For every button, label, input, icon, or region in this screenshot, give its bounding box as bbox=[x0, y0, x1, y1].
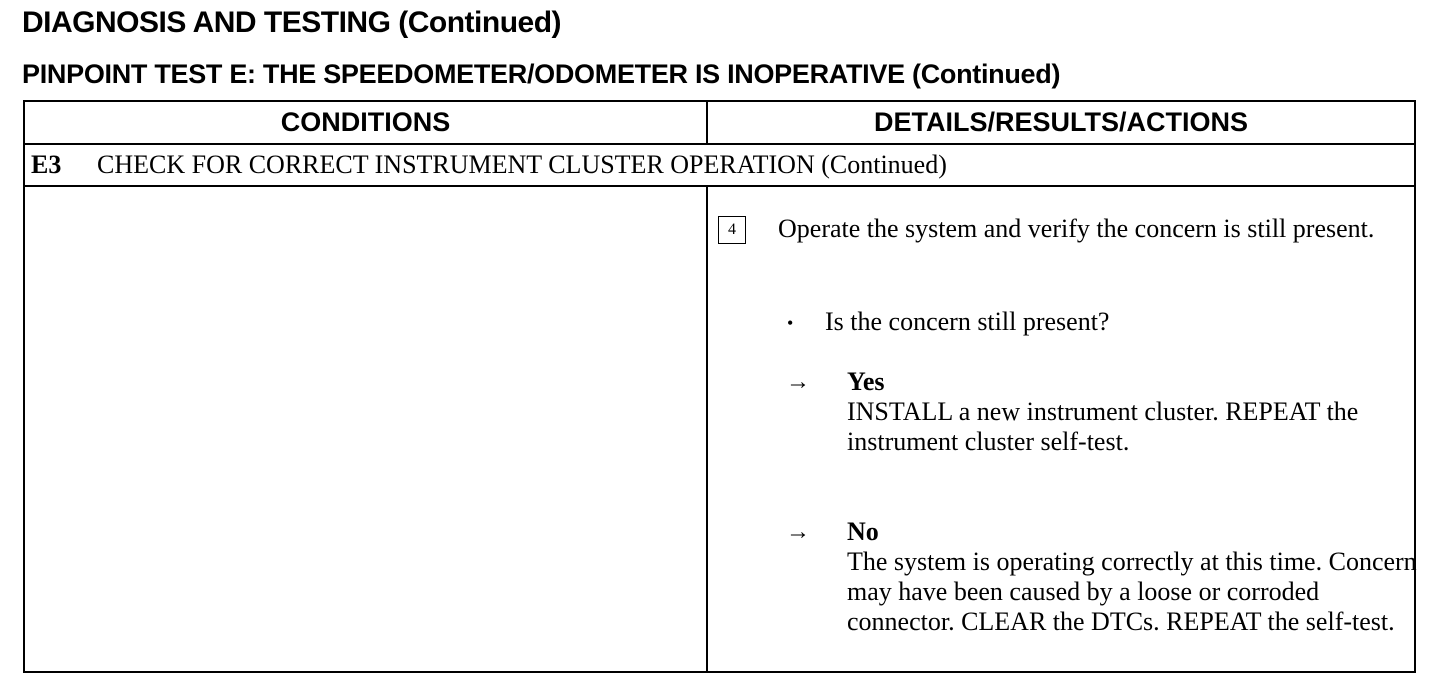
question-text: Is the concern still present? bbox=[825, 307, 1110, 336]
no-action-text: The system is operating correctly at this time. Concern may have been caused by a loose or corroded connector. CLEAR the DTCs. REPEAT the self-test. bbox=[847, 547, 1417, 636]
arrow-right-icon: → bbox=[786, 369, 810, 395]
step-row bbox=[25, 145, 1414, 187]
yes-action-text: INSTALL a new instrument cluster. REPEAT the instrument cluster self-test. bbox=[847, 397, 1359, 456]
page-title: DIAGNOSIS AND TESTING (Continued) bbox=[22, 6, 562, 39]
arrow-right-icon: → bbox=[786, 519, 810, 545]
yes-label: Yes bbox=[847, 367, 885, 396]
step-title: CHECK FOR CORRECT INSTRUMENT CLUSTER OPERATION (Continued) bbox=[97, 150, 947, 179]
details-cell bbox=[708, 187, 1417, 671]
conditions-column-header: CONDITIONS bbox=[25, 102, 708, 143]
no-label: No bbox=[847, 517, 879, 546]
details-column-header: DETAILS/RESULTS/ACTIONS bbox=[873, 107, 1248, 137]
table-header-row bbox=[25, 102, 1414, 145]
conditions-cell bbox=[25, 187, 708, 671]
pinpoint-test-table bbox=[23, 100, 1416, 673]
pinpoint-test-title: PINPOINT TEST E: THE SPEEDOMETER/ODOMETER IS INOPERATIVE (Continued) bbox=[22, 59, 1061, 89]
instruction-text: Operate the system and verify the concern is still present. bbox=[778, 214, 1375, 243]
step-number-box: 4 bbox=[718, 216, 746, 244]
bullet-icon: • bbox=[787, 313, 794, 333]
step-code: E3 bbox=[31, 150, 62, 179]
